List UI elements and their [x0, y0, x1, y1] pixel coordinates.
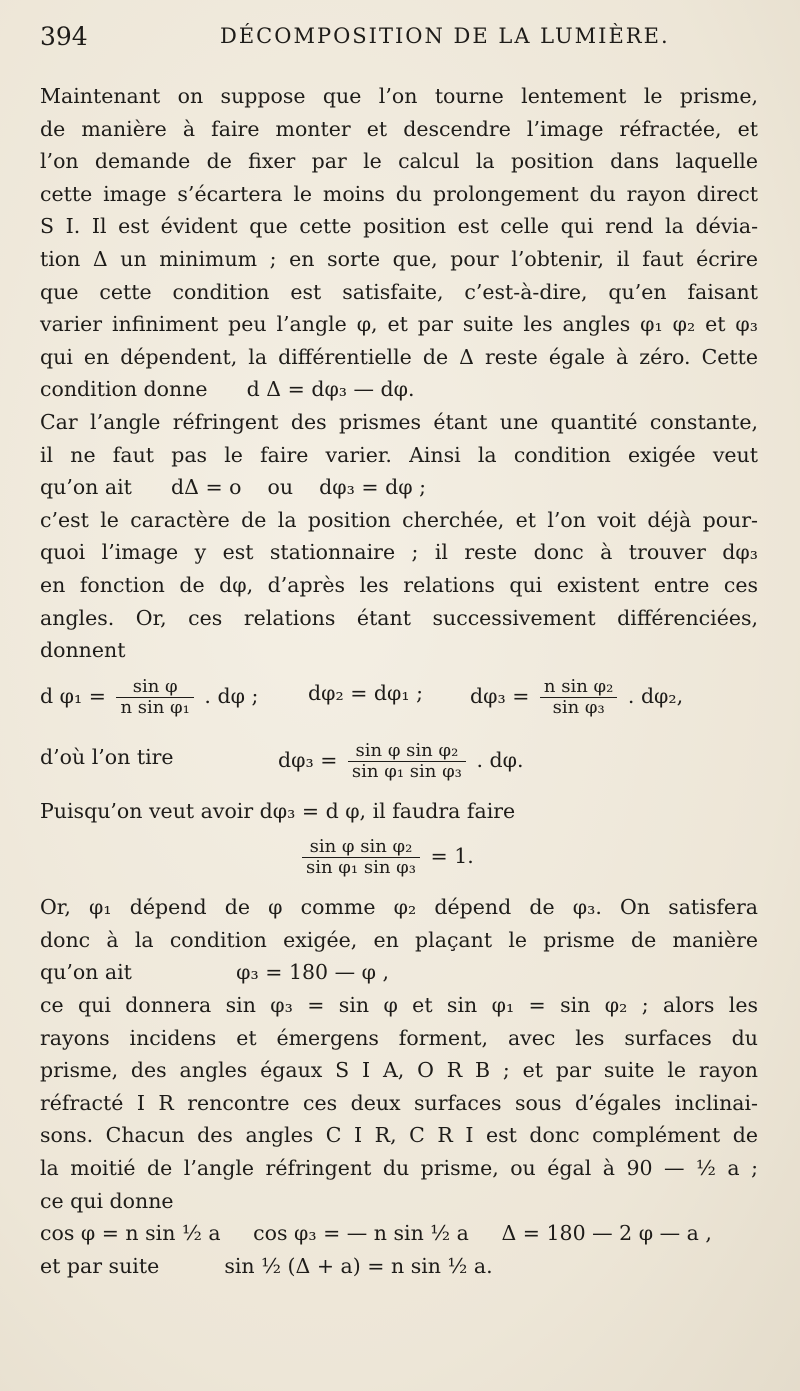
text-body: [40, 80, 758, 1282]
text-line: prisme, des angles égaux S I A, O R B ; et par suite le rayon: [40, 1058, 758, 1083]
text-line: sons. Chacun des angles C I R, C R I est donc complément de: [40, 1123, 758, 1148]
text-line: que cette condition est satisfaite, c’est-à-dire, qu’en faisant: [40, 279, 758, 304]
equation-line: et par suite sin ½ (Δ + a) = n sin ½ a.: [40, 1253, 493, 1278]
eq-lead: d’où l’on tire: [40, 744, 174, 769]
text-line: ce qui donnera sin φ₃ = sin φ et sin φ₁ = sin φ₂ ; alors les: [40, 993, 758, 1018]
text-line: quoi l’image y est stationnaire ; il reste donc à trouver dφ₃: [40, 540, 758, 565]
text-line: Car l’angle réfringent des prismes étant une quantité constante,: [40, 409, 758, 434]
equation-differentials: [40, 667, 758, 731]
text-line: l’on demande de fixer par le calcul la position dans laquelle: [40, 149, 758, 174]
text-line: en fonction de dφ, d’après les relations qui existent entre ces: [40, 572, 758, 597]
text-line: rayons incidens et émergens forment, avec les surfaces du: [40, 1025, 758, 1050]
eq-term: dφ₃ =: [470, 683, 530, 708]
eq-term: d φ₁ =: [40, 683, 106, 708]
text-line: S I. Il est évident que cette position est celle qui rend la dévia-: [40, 214, 758, 239]
text-line: donnent: [40, 638, 126, 663]
running-header: [40, 22, 760, 62]
running-title: DÉCOMPOSITION DE LA LUMIÈRE.: [220, 24, 670, 48]
text-line: qui en dépendent, la différentielle de Δ reste égale à zéro. Cette: [40, 344, 758, 369]
text-line: c’est le caractère de la position cherchée, et l’on voit déjà pour-: [40, 507, 758, 532]
equation-condition: [40, 827, 758, 891]
equation-line: condition donne d Δ = dφ₃ — dφ.: [40, 377, 415, 402]
eq-term: . dφ ;: [204, 683, 259, 708]
text-line: réfracté I R rencontre ces deux surfaces sous d’égales inclinai-: [40, 1090, 758, 1115]
fraction: $\frac{\text{n sin φ₂}}{\text{sin φ₃}}$: [540, 677, 617, 718]
eq-term: = 1.: [430, 844, 474, 869]
text-line: Or, φ₁ dépend de φ comme φ₂ dépend de φ₃. On satisfera: [40, 895, 758, 920]
fraction: $\frac{\text{sin φ sin φ₂}}{\text{sin φ₁ sin φ₃}}$: [348, 741, 466, 782]
text-line: Puisqu’on veut avoir dφ₃ = d φ, il faudra faire: [40, 798, 516, 823]
text-line: tion Δ un minimum ; en sorte que, pour l’obtenir, il faut écrire: [40, 246, 758, 271]
text-line: la moitié de l’angle réfringent du prisme, ou égal à 90 — ½ a ;: [40, 1156, 758, 1181]
text-line: Maintenant on suppose que l’on tourne lentement le prisme,: [40, 84, 758, 108]
eq-term: dφ₂ = dφ₁ ;: [308, 680, 424, 705]
equation-line: qu’on ait φ₃ = 180 — φ ,: [40, 960, 390, 985]
text-line: angles. Or, ces relations étant successivement différenciées,: [40, 605, 758, 630]
fraction: $\frac{\text{sin φ sin φ₂}}{\text{sin φ₁ sin φ₃}}$: [302, 837, 420, 878]
text-line: de manière à faire monter et descendre l’image réfractée, et: [40, 116, 758, 141]
eq-term: dφ₃ =: [278, 747, 338, 772]
page-number: 394: [40, 22, 88, 51]
equation-line: cos φ = n sin ½ a cos φ₃ = — n sin ½ a Δ = 180 — 2 φ — a ,: [40, 1221, 712, 1246]
text-line: ce qui donne: [40, 1188, 174, 1213]
fraction: $\frac{\text{sin φ}}{\text{n sin φ₁}}$: [116, 677, 193, 718]
text-line: varier infiniment peu l’angle φ, et par suite les angles φ₁ φ₂ et φ₃: [40, 312, 758, 337]
equation-line: qu’on ait dΔ = o ou dφ₃ = dφ ;: [40, 475, 426, 500]
equation-dphi3: [40, 731, 758, 795]
text-line: donc à la condition exigée, en plaçant le prisme de manière: [40, 927, 758, 952]
eq-term: . dφ.: [476, 747, 524, 772]
text-line: il ne faut pas le faire varier. Ainsi la condition exigée veut: [40, 442, 758, 467]
eq-term: . dφ₂,: [627, 683, 684, 708]
text-line: cette image s’écartera le moins du prolongement du rayon direct: [40, 181, 758, 206]
